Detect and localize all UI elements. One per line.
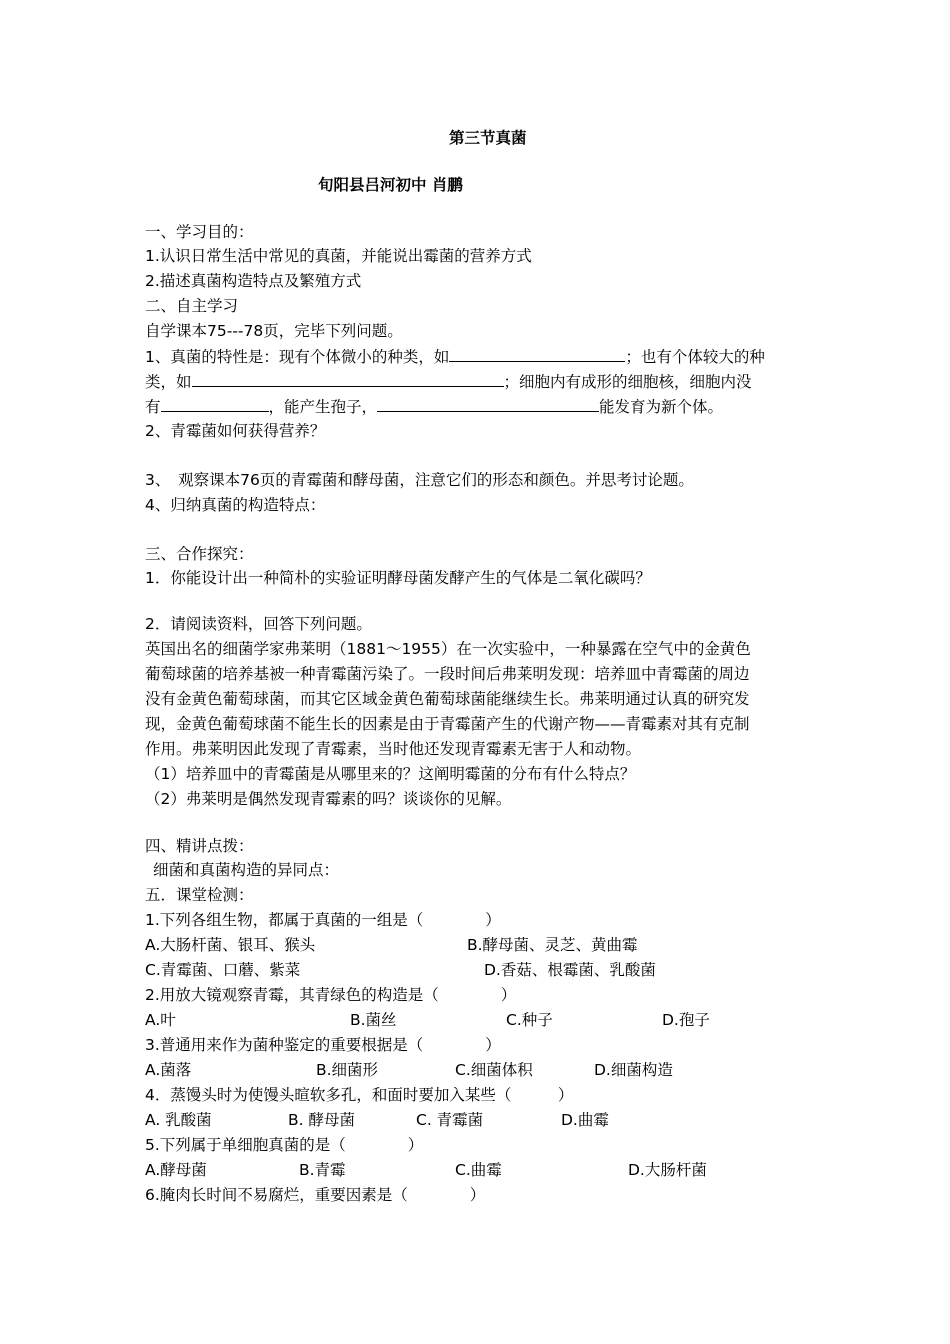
reading-line-1: 英国出名的细菌学家弗莱明（1881～1955）在一次实验中，一种暴露在空气中的金黄色 <box>145 640 751 658</box>
test-5-option-d[interactable]: D.大肠杆菌 <box>628 1161 707 1179</box>
question-2: 2、青霉菌如何获得营养？ <box>145 422 326 440</box>
section-5-heading: 五．课堂检测： <box>145 886 254 904</box>
reading-line-2: 葡萄球菌的培养基被一种青霉菌污染了。一段时间后弗莱明发现：培养皿中青霉菌的周边 <box>145 665 750 683</box>
test-question-3: 3.普通用来作为菌种鉴定的重要根据是（ ） <box>145 1036 501 1054</box>
goal-2: 2.描述真菌构造特点及繁殖方式 <box>145 272 362 290</box>
question-3: 3、 观察课本76页的青霉菌和酵母菌，注意它们的形态和颜色。并思考讨论题。 <box>145 471 694 489</box>
answer-blank-1[interactable] <box>449 346 625 362</box>
answer-blank-2[interactable] <box>192 371 504 387</box>
question-1-text-a: 1、真菌的特性是：现有个体微小的种类，如 <box>145 348 450 366</box>
question-1-text-f: ，能产生孢子， <box>268 398 378 416</box>
question-1-line-3 <box>145 396 723 417</box>
answer-blank-4[interactable] <box>377 396 599 412</box>
test-3-option-b[interactable]: B.细菌形 <box>316 1061 379 1079</box>
reading-line-3: 没有金黄色葡萄球菌，而其它区域金黄色葡萄球菌能继续生长。弗莱明通过认真的研究发 <box>145 690 750 708</box>
page-title: 第三节真菌 <box>449 129 527 147</box>
answer-blank-3[interactable] <box>161 396 269 412</box>
question-1-text-d: ；细胞内有成形的细胞核，细胞内没 <box>503 373 752 391</box>
test-question-6: 6.腌肉长时间不易腐烂，重要因素是（ ） <box>145 1186 486 1204</box>
question-1-line-2 <box>145 371 752 392</box>
reading-line-5: 作用。弗莱明因此发现了青霉素，当时他还发现青霉素无害于人和动物。 <box>145 740 642 758</box>
reading-line-4: 现，金黄色葡萄球菌不能生长的因素是由于青霉菌产生的代谢产物——青霉素对其有克制 <box>145 715 750 733</box>
test-4-option-a[interactable]: A. 乳酸菌 <box>145 1111 212 1129</box>
question-1-text-b: ；也有个体较大的种 <box>625 348 765 366</box>
author-line: 旬阳县吕河初中 肖鹏 <box>318 176 463 194</box>
section-2-intro: 自学课本75---78页，完毕下列问题。 <box>145 322 403 340</box>
test-question-4: 4．蒸馒头时为使馒头暄软多孔，和面时要加入某些（ ） <box>145 1086 574 1104</box>
test-question-2: 2.用放大镜观察青霉，其青绿色的构造是（ ） <box>145 986 517 1004</box>
test-2-option-c[interactable]: C.种子 <box>506 1011 553 1029</box>
question-4: 4、归纳真菌的构造特点： <box>145 496 326 514</box>
test-4-option-d[interactable]: D.曲霉 <box>561 1111 609 1129</box>
test-3-option-d[interactable]: D.细菌构造 <box>594 1061 673 1079</box>
test-question-1: 1.下列各组生物，都属于真菌的一组是（ ） <box>145 911 501 929</box>
question-1-text-e: 有 <box>145 398 161 416</box>
section-1-heading: 一、学习目的： <box>145 223 254 241</box>
test-3-option-c[interactable]: C.细菌体积 <box>455 1061 533 1079</box>
question-1-text-c: 类，如 <box>145 373 192 391</box>
test-5-option-a[interactable]: A.酵母菌 <box>145 1161 207 1179</box>
cooperative-question-2: 2．请阅读资料，回答下列问题。 <box>145 615 372 633</box>
sub-question-1: （1）培养皿中的青霉菌是从哪里来的？这阐明霉菌的分布有什么特点？ <box>145 765 636 783</box>
section-4-item: 细菌和真菌构造的异同点： <box>153 861 340 879</box>
section-4-heading: 四、精讲点拨： <box>145 837 254 855</box>
test-4-option-c[interactable]: C. 青霉菌 <box>416 1111 484 1129</box>
test-5-option-c[interactable]: C.曲霉 <box>455 1161 502 1179</box>
test-2-option-a[interactable]: A.叶 <box>145 1011 176 1029</box>
section-3-heading: 三、合作探究： <box>145 545 254 563</box>
test-3-option-a[interactable]: A.菌落 <box>145 1061 192 1079</box>
sub-question-2: （2）弗莱明是偶然发现青霉素的吗？谈谈你的见解。 <box>145 790 512 808</box>
test-1-option-b[interactable]: B.酵母菌、灵芝、黄曲霉 <box>467 936 638 954</box>
section-2-heading: 二、自主学习 <box>145 297 239 315</box>
cooperative-question-1: 1．你能设计出一种简朴的实验证明酵母菌发酵产生的气体是二氧化碳吗？ <box>145 569 651 587</box>
test-5-option-b[interactable]: B.青霉 <box>299 1161 346 1179</box>
test-2-option-d[interactable]: D.孢子 <box>662 1011 710 1029</box>
test-1-option-c[interactable]: C.青霉菌、口蘑、紫菜 <box>145 961 301 979</box>
test-question-5: 5.下列属于单细胞真菌的是（ ） <box>145 1136 424 1154</box>
test-1-option-d[interactable]: D.香菇、根霉菌、乳酸菌 <box>484 961 656 979</box>
question-1-line-1 <box>145 346 765 367</box>
goal-1: 1.认识日常生活中常见的真菌，并能说出霉菌的营养方式 <box>145 247 532 265</box>
test-4-option-b[interactable]: B. 酵母菌 <box>288 1111 355 1129</box>
test-1-option-a[interactable]: A.大肠杆菌、银耳、猴头 <box>145 936 316 954</box>
test-2-option-b[interactable]: B.菌丝 <box>350 1011 397 1029</box>
question-1-text-g: 能发育为新个体。 <box>599 398 724 416</box>
